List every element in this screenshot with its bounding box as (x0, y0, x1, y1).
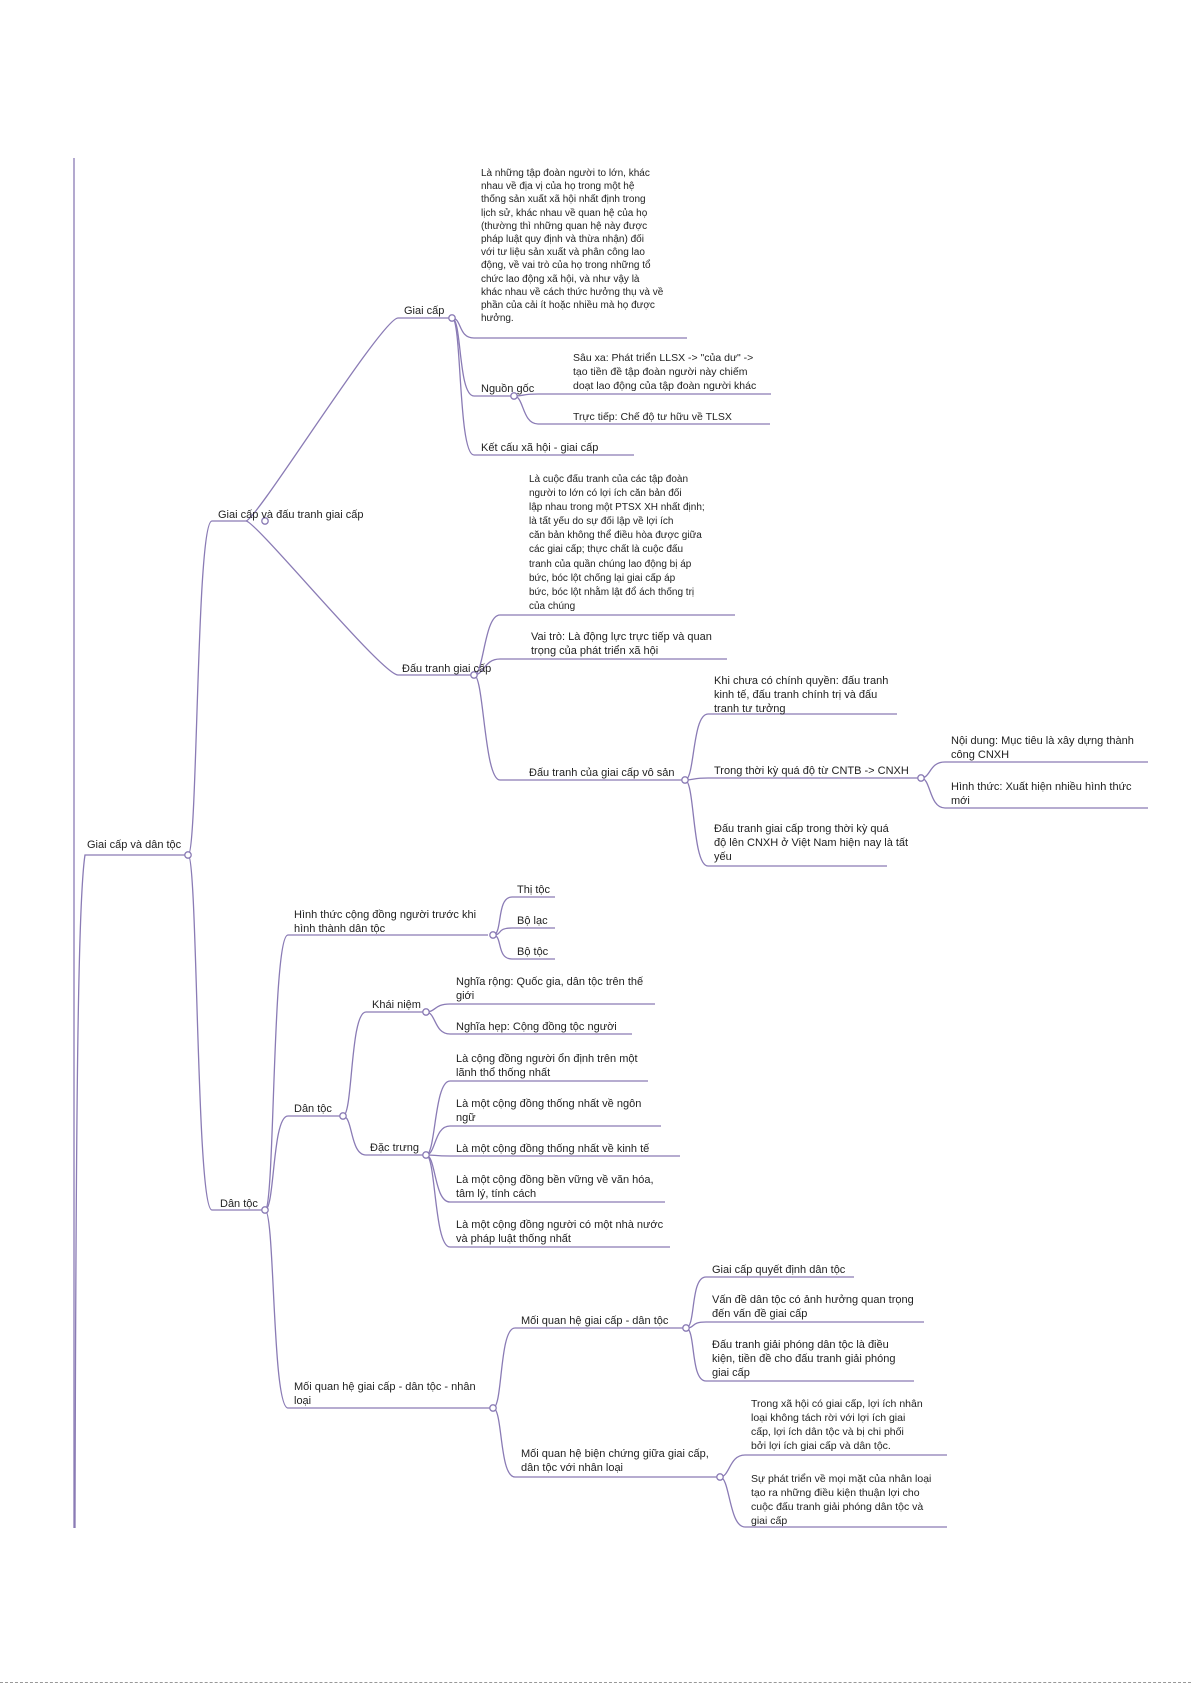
edge-class-nation (493, 1328, 686, 1408)
dot-transition (918, 775, 924, 781)
node-relations: Mối quan hệ giai cấp - dân tộc - nhân loại (294, 1381, 476, 1407)
node-origin-direct: Trực tiếp: Chế độ tư hữu về TLSX (573, 411, 732, 423)
edge-concept (343, 1012, 426, 1116)
edge-concept-broad (426, 1004, 655, 1012)
node-class-struggle: Đấu tranh giai cấp (402, 663, 492, 675)
edge-tribe (493, 928, 555, 935)
node-concept-narrow: Nghĩa hẹp: Cộng đồng tộc người (456, 1021, 617, 1033)
dot-traits (423, 1152, 429, 1158)
edge-struggle (246, 521, 474, 675)
edge-class-branch (188, 521, 246, 855)
node-class-definition: Là những tập đoàn người to lớn, khác nhau về địa vị của họ trong một hệ thống sản xuất xã hội nhất định trong lịch sử, khác nhau về quan hệ của họ (thường thì những quan hệ này được pháp luật quy định và thừa nhận) đối với tư liệu sản xuất và phân công lao động, về vai trò của họ trong những tổ chức lao động xã hội, và như vậy là khác nhau về cách thức hưởng thụ và về phần của cải ít hoặc nhiều mà họ được hưởng. (481, 168, 664, 325)
edge-transition (685, 778, 921, 780)
node-dialectic-relation: Mối quan hệ biện chứng giữa giai cấp, dân tộc với nhân loại (521, 1448, 709, 1474)
edge-pre-forms (265, 935, 488, 1210)
node-humanity-interest: Trong xã hội có giai cấp, lợi ích nhân loại không tách rời với lợi ích giai cấp, lợi ích dân tộc và bị chi phối bởi lợi ích giai cấp và dân tộc. (751, 1398, 923, 1452)
edge-root (75, 855, 188, 1528)
dot-class (449, 315, 455, 321)
edge-origin-deep (514, 394, 771, 396)
dot-nation-branch (262, 1207, 268, 1213)
edge-proletariat (474, 675, 685, 780)
node-nation: Dân tộc (294, 1103, 332, 1115)
node-transition-form: Hình thức: Xuất hiện nhiều hình thức mới (951, 781, 1132, 807)
node-pre-nation-forms: Hình thức cộng đồng người trước khi hình thành dân tộc (294, 909, 477, 935)
node-class-and-struggle: Giai cấp và đấu tranh giai cấp (218, 509, 364, 521)
node-ethnic-group: Bộ tộc (517, 946, 549, 958)
dot-dialectic (717, 1474, 723, 1480)
node-class-decides-nation: Giai cấp quyết định dân tộc (712, 1264, 846, 1276)
node-tribe: Bộ lạc (517, 915, 548, 927)
dot-pre-forms (490, 932, 496, 938)
node-trait-language: Là một cộng đồng thống nhất về ngôn ngữ (456, 1098, 642, 1124)
edge-nation (265, 1116, 343, 1210)
node-vietnam-struggle: Đấu tranh giai cấp trong thời kỳ quá độ lên CNXH ở Việt Nam hiện nay là tất yếu (714, 823, 909, 863)
node-traits: Đặc trưng (370, 1142, 419, 1154)
node-nation-affects-class: Vấn đề dân tộc có ảnh hưởng quan trọng đến vấn đề giai cấp (712, 1294, 914, 1320)
node-before-power: Khi chưa có chính quyền: đấu tranh kinh tế, đấu tranh chính trị và đấu tranh tư tưởng (714, 675, 889, 715)
node-trait-territory: Là cộng đồng người ổn định trên một lãnh thổ thống nhất (456, 1053, 638, 1079)
edge-class (246, 318, 452, 521)
dot-concept (423, 1009, 429, 1015)
node-class: Giai cấp (404, 305, 445, 317)
root-node: Giai cấp và dân tộc (87, 839, 182, 851)
node-concept: Khái niệm (372, 999, 421, 1011)
node-class-nation-relation: Mối quan hệ giai cấp - dân tộc (521, 1315, 669, 1327)
dot-relations (490, 1405, 496, 1411)
node-proletariat-struggle: Đấu tranh của giai cấp vô sản (529, 767, 675, 779)
edge-nation-affects (686, 1322, 924, 1328)
node-national-liberation: Đấu tranh giải phóng dân tộc là điều kiện, tiền đề cho đấu tranh giải phóng giai cấp (712, 1339, 896, 1379)
node-trait-economy: Là một cộng đồng thống nhất về kinh tế (456, 1143, 650, 1155)
node-humanity-development: Sự phát triển về mọi mặt của nhân loại tạo ra những điều kiện thuận lợi cho cuộc đấu tranh giải phóng dân tộc và giai cấp (751, 1473, 932, 1527)
node-origin: Nguồn gốc (481, 383, 535, 395)
node-transition-period: Trong thời kỳ quá độ từ CNTB -> CNXH (714, 765, 909, 777)
edge-content (921, 762, 1148, 778)
node-clan: Thị tộc (517, 884, 551, 896)
node-origin-deep: Sâu xa: Phát triển LLSX -> "của dư" -> tạo tiền đề tập đoàn người này chiếm doạt lao động của tập đoàn người khác (573, 352, 757, 392)
dot-nation (340, 1113, 346, 1119)
page-bottom-dashes (0, 1682, 1191, 1683)
node-struggle-definition: Là cuộc đấu tranh của các tập đoàn người to lớn có lợi ích căn bản đối lập nhau trong một PTSX XH nhất định; là tất yếu do sự đối lập về lợi ích căn bản không thể điều hòa được giữa các giai cấp; thực chất là cuộc đấu tranh của quần chúng lao động bị áp bức, bóc lột chống lại giai cấp áp bức, bóc lột nhằm lật đổ ách thống trị của chúng (529, 474, 705, 612)
dot-class-nation (683, 1325, 689, 1331)
node-struggle-role: Vai trò: Là động lực trực tiếp và quan trọng của phát triển xã hội (531, 631, 712, 657)
dot-proletariat (682, 777, 688, 783)
edge-struggle-role (474, 659, 727, 675)
node-concept-broad: Nghĩa rộng: Quốc gia, dân tộc trên thế giới (456, 976, 644, 1002)
node-transition-content: Nội dung: Mục tiêu là xây dựng thành công CNXH (951, 735, 1134, 761)
node-nation-branch: Dân tộc (220, 1198, 258, 1210)
node-trait-state: Là một cộng đồng người có một nhà nước và pháp luật thống nhất (456, 1219, 664, 1245)
node-trait-culture: Là một cộng đồng bền vững về văn hóa, tâm lý, tính cách (456, 1174, 654, 1200)
edge-nation-branch (188, 855, 212, 1210)
node-social-structure: Kết cấu xã hội - giai cấp (481, 442, 599, 454)
dot-root (185, 852, 191, 858)
